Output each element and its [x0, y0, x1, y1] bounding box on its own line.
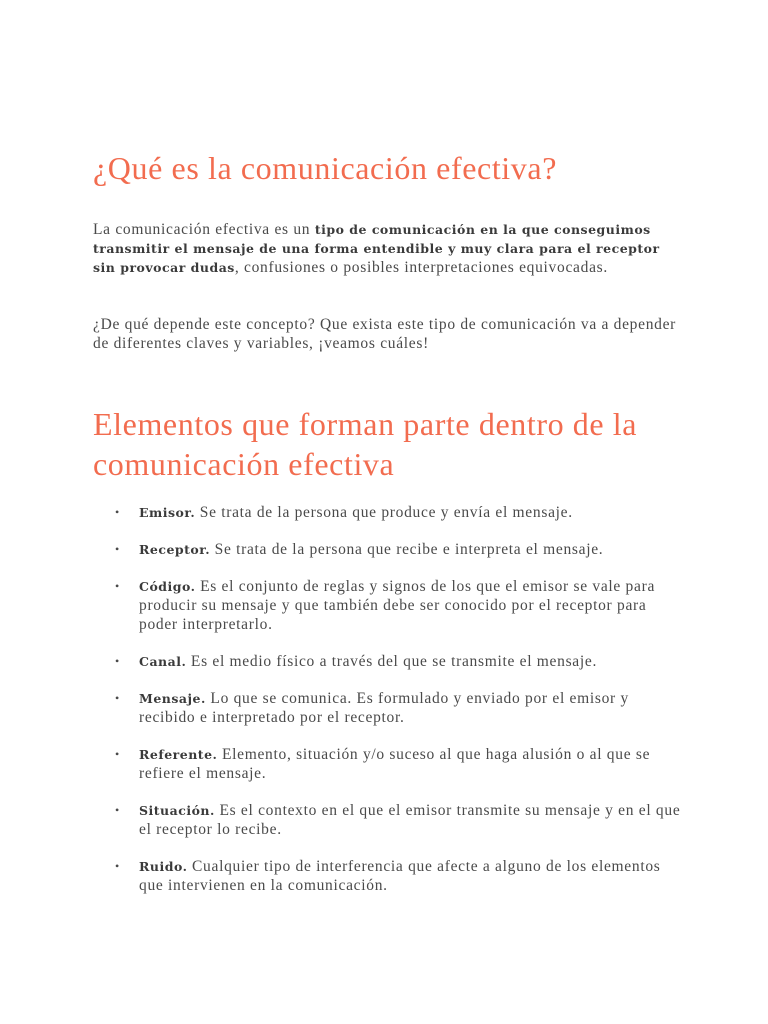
- list-item-term: Ruido.: [139, 859, 188, 874]
- intro-paragraph-1: [93, 220, 683, 277]
- list-item-emisor: [93, 503, 683, 522]
- bullet-icon: •: [115, 654, 120, 668]
- list-item-term: Código.: [139, 579, 196, 594]
- bullet-icon: •: [115, 803, 120, 817]
- list-item-referente: [93, 745, 683, 783]
- section-title: Elementos que forman parte dentro de la comunicación efectiva: [93, 406, 638, 482]
- list-item-desc: Lo que se comunica. Es formulado y enviado por el emisor y recibido e interpretado por el receptor.: [139, 690, 629, 726]
- list-item-term: Receptor.: [139, 542, 211, 557]
- list-item-desc: Se trata de la persona que produce y envía el mensaje.: [195, 504, 573, 521]
- list-item-mensaje: [93, 689, 683, 727]
- page-title: ¿Qué es la comunicación efectiva?: [93, 150, 558, 186]
- intro-text-start: La comunicación efectiva es un: [93, 221, 315, 238]
- list-item-receptor: [93, 540, 683, 559]
- list-item-term: Situación.: [139, 803, 215, 818]
- list-item-desc: Es el contexto en el que el emisor transmite su mensaje y en el que el receptor lo recibe.: [139, 802, 681, 838]
- list-item-term: Canal.: [139, 654, 187, 669]
- list-item-codigo: [93, 577, 683, 634]
- bullet-icon: •: [115, 505, 120, 519]
- list-item-desc: Cualquier tipo de interferencia que afecte a alguno de los elementos que intervienen en la comunicación.: [139, 858, 661, 894]
- list-item-situacion: [93, 801, 683, 839]
- list-item-term: Mensaje.: [139, 691, 206, 706]
- bullet-icon: •: [115, 747, 120, 761]
- bullet-icon: •: [115, 579, 120, 593]
- list-item-canal: [93, 652, 683, 671]
- list-item-desc: Elemento, situación y/o suceso al que haga alusión o al que se refiere el mensaje.: [139, 746, 651, 782]
- bullet-icon: •: [115, 542, 120, 556]
- list-item-desc: Es el conjunto de reglas y signos de los que el emisor se vale para producir su mensaje y que también debe ser conocido por el receptor para poder interpretarlo.: [139, 578, 656, 633]
- intro-bold-text: tipo de comunicación en la que conseguimos transmitir el mensaje de una forma entendible y muy clara para el receptor sin provocar dudas: [93, 222, 660, 275]
- list-item-term: Referente.: [139, 747, 218, 762]
- intro-paragraph-2: ¿De qué depende este concepto? Que exista este tipo de comunicación va a depender de diferentes claves y variables, ¡veamos cuáles!: [93, 316, 677, 352]
- list-item-desc: Se trata de la persona que recibe e interpreta el mensaje.: [210, 541, 604, 558]
- list-item-term: Emisor.: [139, 505, 196, 520]
- elements-list: [93, 503, 683, 913]
- list-item-desc: Es el medio físico a través del que se transmite el mensaje.: [186, 653, 598, 670]
- bullet-icon: •: [115, 691, 120, 705]
- list-item-ruido: [93, 857, 683, 895]
- intro-text-end: , confusiones o posibles interpretaciones equivocadas.: [234, 259, 608, 276]
- bullet-icon: •: [115, 859, 120, 873]
